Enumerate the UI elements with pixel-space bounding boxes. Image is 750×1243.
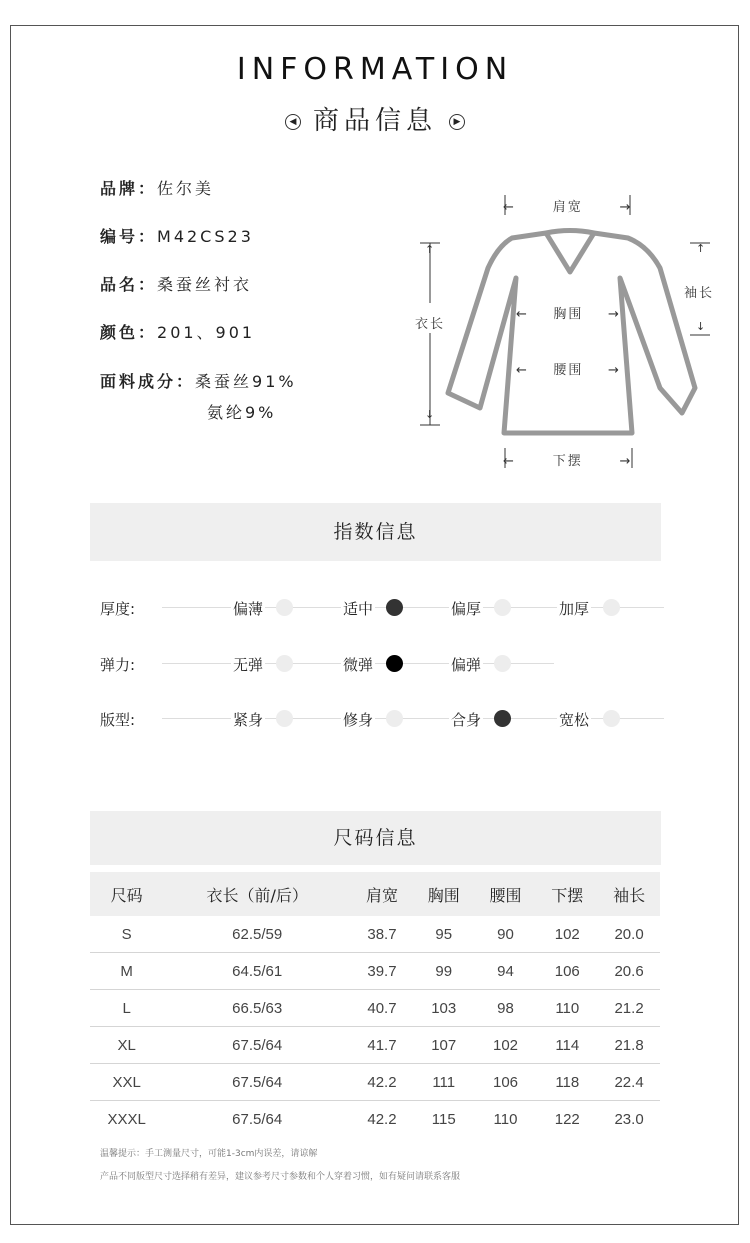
index-option: 加厚 bbox=[559, 600, 590, 618]
index-label-elasticity: 弹力: bbox=[100, 656, 136, 674]
table-cell: 42.2 bbox=[351, 1064, 413, 1101]
table-cell: 111 bbox=[413, 1064, 475, 1101]
index-option: 适中 bbox=[343, 600, 374, 618]
table-cell: 118 bbox=[536, 1064, 598, 1101]
index-dot bbox=[603, 710, 620, 727]
info-key: 面料成分： bbox=[100, 372, 196, 391]
note-fit: 产品不同版型尺寸选择稍有差异，建议参考尺寸参数和个人穿着习惯，如有疑问请联系客服 bbox=[100, 1172, 461, 1182]
hem-label: ← 下摆 → bbox=[503, 454, 633, 469]
sleeve-label: 袖长 bbox=[684, 286, 715, 301]
table-cell: 115 bbox=[431, 1110, 456, 1128]
info-fabric-second: 氨纶9% bbox=[207, 403, 277, 422]
waist-label: ← 腰围 → bbox=[516, 363, 621, 378]
table-row bbox=[90, 916, 660, 953]
size-table-header bbox=[90, 872, 660, 916]
index-label-thickness: 厚度: bbox=[100, 600, 136, 618]
length-label: 衣长 bbox=[415, 317, 446, 332]
info-value: M42CS23 bbox=[157, 227, 254, 246]
title-english: INFORMATION bbox=[236, 52, 514, 87]
index-option: 偏薄 bbox=[233, 600, 264, 618]
table-cell: XXL bbox=[90, 1064, 163, 1101]
table-cell: 114 bbox=[536, 1027, 598, 1064]
table-row bbox=[90, 990, 660, 1027]
info-brand bbox=[100, 176, 214, 199]
table-row bbox=[90, 1101, 660, 1138]
table-cell: 20.6 bbox=[598, 953, 660, 990]
table-cell: 110 bbox=[536, 990, 598, 1027]
index-option: 微弹 bbox=[343, 656, 374, 674]
shoulder-label: ← 肩宽 → bbox=[503, 200, 633, 215]
info-value: 桑蚕丝衬衣 bbox=[157, 275, 253, 294]
table-cell: 66.5/63 bbox=[163, 990, 351, 1027]
table-cell: 39.7 bbox=[351, 953, 413, 990]
shirt-outline bbox=[448, 233, 695, 433]
info-key: 编号： bbox=[100, 227, 158, 246]
table-cell: 42.2 bbox=[367, 1110, 397, 1128]
index-option: 宽松 bbox=[559, 711, 590, 729]
table-cell: 22.4 bbox=[598, 1064, 660, 1101]
table-row bbox=[90, 953, 660, 990]
note-measurement: 温馨提示：手工测量尺寸，可能1-3cm内误差，请谅解 bbox=[100, 1149, 318, 1159]
col-header: 腰围 bbox=[475, 872, 537, 916]
sleeve-arrow-down-icon: ↓ bbox=[696, 320, 708, 333]
index-option: 合身 bbox=[451, 711, 482, 729]
col-header: 尺码 bbox=[90, 872, 163, 916]
table-cell: 107 bbox=[413, 1027, 475, 1064]
info-key: 品牌： bbox=[100, 179, 158, 198]
index-dot bbox=[276, 599, 293, 616]
size-table bbox=[90, 872, 660, 1137]
index-dot bbox=[494, 599, 511, 616]
info-fabric bbox=[100, 369, 297, 392]
table-cell: 102 bbox=[475, 1027, 537, 1064]
table-cell: 94 bbox=[475, 953, 537, 990]
title-chinese-text: 商品信息 bbox=[312, 106, 437, 136]
table-cell: 67.5/64 bbox=[163, 1064, 351, 1101]
index-dot bbox=[276, 655, 293, 672]
index-banner: 指数信息 bbox=[90, 503, 661, 561]
right-arrow-icon: ▶ bbox=[449, 114, 465, 130]
table-cell: 103 bbox=[413, 990, 475, 1027]
table-cell: 38.7 bbox=[351, 916, 413, 953]
col-header: 衣长（前/后） bbox=[163, 872, 351, 916]
table-cell: 102 bbox=[536, 916, 598, 953]
table-cell: 20.0 bbox=[598, 916, 660, 953]
table-cell: XL bbox=[90, 1027, 163, 1064]
info-color bbox=[100, 320, 255, 343]
table-cell: 62.5/59 bbox=[163, 916, 351, 953]
table-cell: 21.2 bbox=[598, 990, 660, 1027]
info-value: 桑蚕丝91% bbox=[195, 372, 297, 391]
table-cell: M bbox=[90, 953, 163, 990]
left-arrow-icon: ◀ bbox=[285, 114, 301, 130]
index-dot bbox=[386, 710, 403, 727]
table-cell: 41.7 bbox=[351, 1027, 413, 1064]
table-cell: XXXL bbox=[107, 1110, 146, 1128]
chest-label: ← 胸围 → bbox=[516, 307, 621, 322]
col-header: 肩宽 bbox=[351, 872, 413, 916]
title-chinese bbox=[0, 100, 750, 137]
table-cell: 23.0 bbox=[614, 1110, 644, 1128]
table-row bbox=[90, 1064, 660, 1101]
size-banner: 尺码信息 bbox=[90, 811, 661, 865]
info-key: 颜色： bbox=[100, 323, 158, 342]
table-cell: L bbox=[90, 990, 163, 1027]
table-cell: 67.5/64 bbox=[232, 1110, 283, 1128]
table-cell: 90 bbox=[475, 916, 537, 953]
col-header: 胸围 bbox=[413, 872, 475, 916]
index-dot bbox=[494, 655, 511, 672]
index-option: 偏厚 bbox=[451, 600, 482, 618]
index-label-fit: 版型: bbox=[100, 711, 136, 729]
index-dot bbox=[603, 599, 620, 616]
table-cell: 98 bbox=[475, 990, 537, 1027]
table-cell: S bbox=[90, 916, 163, 953]
sleeve-arrow-up-icon: ↑ bbox=[696, 242, 708, 255]
table-cell: 99 bbox=[413, 953, 475, 990]
table-cell: 122 bbox=[554, 1110, 580, 1128]
index-option: 偏弹 bbox=[451, 656, 482, 674]
info-code bbox=[100, 224, 254, 247]
collar-outline bbox=[546, 231, 594, 234]
index-dot-selected bbox=[386, 655, 403, 672]
garment-diagram bbox=[410, 188, 740, 478]
table-cell: 21.8 bbox=[598, 1027, 660, 1064]
table-cell: 95 bbox=[413, 916, 475, 953]
info-name bbox=[100, 272, 252, 295]
info-value: 佐尔美 bbox=[157, 179, 215, 198]
length-arrow-down-icon: ↓ bbox=[425, 408, 437, 421]
index-dot-selected bbox=[494, 710, 511, 727]
table-cell: 64.5/61 bbox=[163, 953, 351, 990]
table-cell: 40.7 bbox=[351, 990, 413, 1027]
table-cell: 110 bbox=[493, 1110, 518, 1128]
table-cell: 106 bbox=[536, 953, 598, 990]
table-cell: 106 bbox=[475, 1064, 537, 1101]
info-key: 品名： bbox=[100, 275, 158, 294]
info-value: 201、901 bbox=[157, 323, 256, 342]
index-dot bbox=[276, 710, 293, 727]
length-arrow-up-icon: ↑ bbox=[425, 243, 437, 256]
index-option: 紧身 bbox=[233, 711, 264, 729]
table-row bbox=[90, 1027, 660, 1064]
index-option: 无弹 bbox=[233, 656, 264, 674]
index-dot-selected bbox=[386, 599, 403, 616]
index-option: 修身 bbox=[343, 711, 374, 729]
col-header: 下摆 bbox=[536, 872, 598, 916]
col-header: 袖长 bbox=[598, 872, 660, 916]
table-cell: 67.5/64 bbox=[163, 1027, 351, 1064]
